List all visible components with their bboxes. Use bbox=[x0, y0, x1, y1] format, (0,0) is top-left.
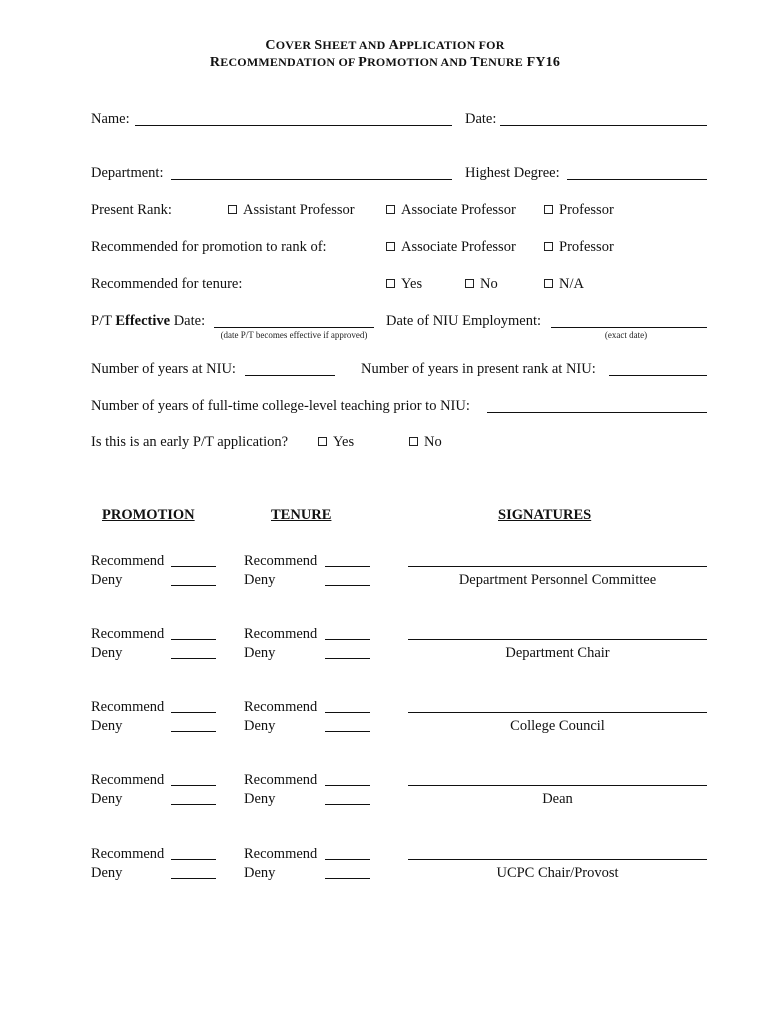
promotion-deny-label: Deny bbox=[91, 645, 123, 661]
tenure-option-na[interactable]: N/A bbox=[544, 275, 584, 293]
signature-role-label: Department Chair bbox=[505, 645, 610, 661]
promotion-deny-label: Deny bbox=[91, 718, 123, 734]
promotion-deny-blank[interactable] bbox=[171, 585, 216, 586]
tenure-deny-blank[interactable] bbox=[325, 804, 370, 805]
promotion-recommend-label: Recommend bbox=[91, 772, 165, 788]
tenure-deny-blank[interactable] bbox=[325, 658, 370, 659]
tenure-deny-blank[interactable] bbox=[325, 585, 370, 586]
promotion-option-professor[interactable]: Professor bbox=[544, 238, 614, 256]
tenure-option-yes[interactable]: Yes bbox=[386, 275, 422, 293]
checkbox-icon[interactable] bbox=[409, 437, 418, 446]
early-application-label: Is this is an early P/T application? bbox=[91, 434, 289, 450]
signature-line[interactable] bbox=[408, 566, 707, 567]
signature-line[interactable] bbox=[408, 785, 707, 786]
tenure-option-no[interactable]: No bbox=[465, 275, 498, 293]
name-underline bbox=[135, 125, 452, 126]
tenure-deny-blank[interactable] bbox=[325, 878, 370, 879]
promotion-recommend-blank[interactable] bbox=[171, 785, 216, 786]
highest-degree-label: Highest Degree: bbox=[465, 165, 560, 181]
highest-degree-underline bbox=[567, 179, 707, 180]
tenure-deny-blank[interactable] bbox=[325, 731, 370, 732]
checkbox-icon[interactable] bbox=[544, 205, 553, 214]
years-rank-field[interactable] bbox=[609, 360, 709, 376]
tenure-deny-label: Deny bbox=[244, 572, 276, 588]
niu-employment-underline bbox=[551, 327, 707, 328]
signatures-header: SIGNATURES bbox=[498, 507, 592, 523]
early-option-yes[interactable]: Yes bbox=[318, 433, 354, 451]
tenure-recommend-label: Recommend bbox=[244, 699, 318, 715]
name-label: Name: bbox=[91, 111, 130, 127]
checkbox-icon[interactable] bbox=[544, 279, 553, 288]
promotion-recommend-blank[interactable] bbox=[171, 639, 216, 640]
early-option-no[interactable]: No bbox=[409, 433, 442, 451]
department-label: Department: bbox=[91, 165, 164, 181]
tenure-recommend-label: Recommend bbox=[244, 846, 318, 862]
form-title-line-2: RECOMMENDATION OF PROMOTION AND TENURE FY16 bbox=[209, 55, 561, 70]
promotion-header: PROMOTION bbox=[102, 507, 195, 523]
promotion-deny-label: Deny bbox=[91, 572, 123, 588]
promotion-deny-blank[interactable] bbox=[171, 731, 216, 732]
years-rank-label: Number of years in present rank at NIU: bbox=[361, 361, 596, 377]
promotion-recommend-label: Recommend bbox=[91, 846, 165, 862]
signature-role-label: Dean bbox=[542, 791, 573, 807]
present-rank-option-associate[interactable]: Associate Professor bbox=[386, 201, 516, 219]
promotion-deny-label: Deny bbox=[91, 791, 123, 807]
present-rank-label: Present Rank: bbox=[91, 202, 172, 218]
department-field[interactable] bbox=[171, 164, 455, 180]
niu-employment-field[interactable] bbox=[551, 312, 709, 328]
checkbox-icon[interactable] bbox=[228, 205, 237, 214]
tenure-deny-label: Deny bbox=[244, 718, 276, 734]
pt-effective-date-note: (date P/T becomes effective if approved) bbox=[220, 330, 368, 340]
recommended-promotion-label: Recommended for promotion to rank of: bbox=[91, 239, 327, 255]
years-niu-underline bbox=[245, 375, 335, 376]
signature-role-label: Department Personnel Committee bbox=[458, 572, 657, 588]
signature-role-label: College Council bbox=[510, 718, 605, 734]
tenure-recommend-blank[interactable] bbox=[325, 566, 370, 567]
pt-effective-date-field[interactable] bbox=[214, 312, 376, 328]
promotion-recommend-blank[interactable] bbox=[171, 859, 216, 860]
promotion-deny-blank[interactable] bbox=[171, 658, 216, 659]
promotion-recommend-label: Recommend bbox=[91, 626, 165, 642]
tenure-recommend-blank[interactable] bbox=[325, 785, 370, 786]
promotion-option-associate[interactable]: Associate Professor bbox=[386, 238, 516, 256]
tenure-recommend-label: Recommend bbox=[244, 626, 318, 642]
promotion-recommend-blank[interactable] bbox=[171, 566, 216, 567]
promotion-deny-blank[interactable] bbox=[171, 804, 216, 805]
promotion-recommend-blank[interactable] bbox=[171, 712, 216, 713]
tenure-deny-label: Deny bbox=[244, 865, 276, 881]
tenure-recommend-blank[interactable] bbox=[325, 639, 370, 640]
checkbox-icon[interactable] bbox=[544, 242, 553, 251]
checkbox-icon[interactable] bbox=[318, 437, 327, 446]
tenure-deny-label: Deny bbox=[244, 791, 276, 807]
years-niu-field[interactable] bbox=[245, 360, 337, 376]
tenure-header: TENURE bbox=[271, 507, 332, 523]
years-prior-field[interactable] bbox=[487, 397, 709, 413]
checkbox-icon[interactable] bbox=[465, 279, 474, 288]
years-prior-label: Number of years of full-time college-level teaching prior to NIU: bbox=[91, 398, 470, 414]
date-field[interactable] bbox=[500, 110, 709, 126]
signature-line[interactable] bbox=[408, 639, 707, 640]
name-field[interactable] bbox=[135, 110, 455, 126]
signature-line[interactable] bbox=[408, 859, 707, 860]
checkbox-icon[interactable] bbox=[386, 205, 395, 214]
checkbox-icon[interactable] bbox=[386, 242, 395, 251]
years-rank-underline bbox=[609, 375, 707, 376]
form-title-line-1: COVER SHEET AND APPLICATION FOR bbox=[265, 38, 505, 53]
checkbox-icon[interactable] bbox=[386, 279, 395, 288]
promotion-recommend-label: Recommend bbox=[91, 699, 165, 715]
present-rank-option-assistant[interactable]: Assistant Professor bbox=[228, 201, 355, 219]
department-underline bbox=[171, 179, 452, 180]
pt-effective-date-label: P/T Effective Date: bbox=[91, 313, 206, 329]
highest-degree-field[interactable] bbox=[567, 164, 709, 180]
tenure-deny-label: Deny bbox=[244, 645, 276, 661]
date-underline bbox=[500, 125, 707, 126]
niu-employment-label: Date of NIU Employment: bbox=[386, 313, 542, 329]
niu-employment-note: (exact date) bbox=[604, 330, 648, 340]
tenure-recommend-label: Recommend bbox=[244, 553, 318, 569]
promotion-deny-label: Deny bbox=[91, 865, 123, 881]
promotion-recommend-label: Recommend bbox=[91, 553, 165, 569]
years-niu-label: Number of years at NIU: bbox=[91, 361, 236, 377]
pt-effective-date-underline bbox=[214, 327, 374, 328]
promotion-deny-blank[interactable] bbox=[171, 878, 216, 879]
recommended-tenure-label: Recommended for tenure: bbox=[91, 276, 243, 292]
signature-line[interactable] bbox=[408, 712, 707, 713]
years-prior-underline bbox=[487, 412, 707, 413]
tenure-recommend-blank[interactable] bbox=[325, 712, 370, 713]
signature-role-label: UCPC Chair/Provost bbox=[496, 865, 619, 881]
tenure-recommend-blank[interactable] bbox=[325, 859, 370, 860]
tenure-recommend-label: Recommend bbox=[244, 772, 318, 788]
date-label: Date: bbox=[465, 111, 497, 127]
present-rank-option-professor[interactable]: Professor bbox=[544, 201, 614, 219]
